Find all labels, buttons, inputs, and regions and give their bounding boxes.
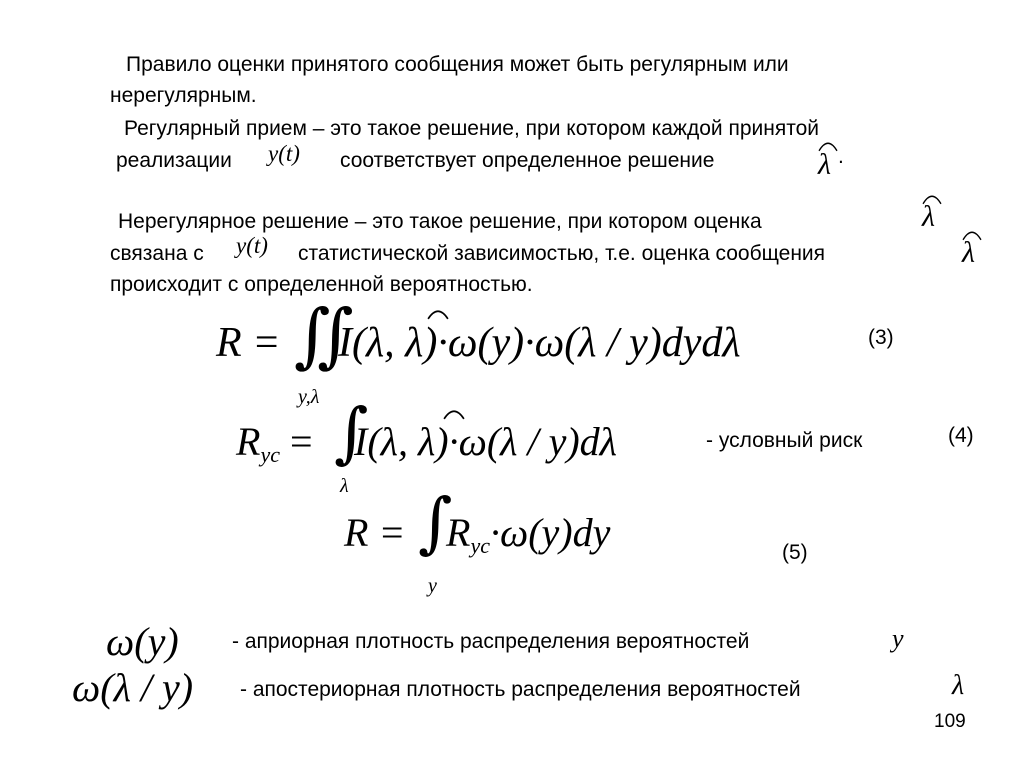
definition-2-symbol: ω(λ / y) bbox=[72, 665, 194, 710]
eq5-r-subscript: ус bbox=[470, 533, 490, 559]
paragraph-2-period: . bbox=[838, 145, 844, 168]
paragraph-1-line-2: нерегулярным. bbox=[110, 84, 257, 107]
eq4-integrand-text: I(λ, λ)·ω(λ / y)dλ bbox=[354, 419, 618, 464]
definition-1-variable: y bbox=[892, 624, 904, 653]
definition-2-variable: λ bbox=[952, 670, 965, 701]
eq3-integral-limits: y,λ bbox=[298, 386, 320, 408]
eq3-lhs: R = bbox=[216, 320, 281, 366]
symbol-lambda-hat bbox=[818, 148, 838, 182]
eq4-lhs-subscript: ус bbox=[260, 442, 280, 468]
eq5-integral-limits: y bbox=[428, 575, 437, 597]
eq4-integral-limits: λ bbox=[340, 475, 349, 497]
eq4-lhs-r: R bbox=[236, 419, 261, 464]
eq4-equals: = bbox=[289, 419, 313, 464]
eq3-integrand-text: I(λ, λ)·ω(y)·ω(λ / y)dydλ bbox=[338, 320, 741, 366]
paragraph-2-line-2b: соответствует определенное решение bbox=[340, 149, 715, 172]
definition-1-text: - априорная плотность распределения вероятностей bbox=[232, 630, 750, 653]
eq3-double-integral-sign: ∬ bbox=[294, 294, 354, 376]
page-number: 109 bbox=[934, 711, 966, 732]
paragraph-3-line-3: происходит с определенной вероятностью. bbox=[110, 273, 533, 296]
paragraph-3-line-2b: статистической зависимостью, т.е. оценка сообщения bbox=[298, 242, 826, 265]
eq4-lhs bbox=[236, 418, 313, 468]
eq4-integrand bbox=[354, 418, 617, 465]
symbol-lambda-hat bbox=[962, 236, 982, 270]
eq5-rest: ·ω(y)dy bbox=[489, 510, 611, 555]
eq3-integrand bbox=[338, 319, 741, 367]
paragraph-2-line-2a: реализации bbox=[116, 149, 232, 172]
symbol-y-of-t: y(t) bbox=[268, 141, 300, 166]
eq4-lambda-hat-mark bbox=[443, 406, 465, 420]
eq5-integral-sign: ∫ bbox=[418, 484, 453, 561]
eq4-note: - условный риск bbox=[706, 429, 863, 452]
eq5-r: R bbox=[446, 510, 471, 555]
paragraph-3-line-1: Нерегулярное решение – это такое решение, при котором оценка bbox=[118, 210, 762, 233]
eq4-integral-sign: ∫ bbox=[334, 394, 369, 471]
paragraph-3-line-2a: связана с bbox=[110, 242, 204, 265]
eq5-number: (5) bbox=[782, 541, 808, 564]
lambda-glyph: λ bbox=[962, 236, 975, 269]
eq3-number: (3) bbox=[868, 326, 894, 349]
eq3-lambda-hat-mark bbox=[427, 306, 449, 320]
definition-2-text: - апостериорная плотность распределения вероятностей bbox=[240, 678, 801, 701]
symbol-y-of-t: y(t) bbox=[236, 233, 268, 258]
eq4-number: (4) bbox=[948, 424, 974, 447]
definition-1-symbol: ω(y) bbox=[106, 619, 179, 664]
paragraph-2-line-1: Регулярный прием – это такое решение, при котором каждой принятой bbox=[124, 117, 820, 140]
lambda-glyph: λ bbox=[818, 148, 831, 181]
eq5-rhs bbox=[446, 509, 611, 559]
lambda-glyph: λ bbox=[922, 200, 935, 233]
eq5-lhs: R = bbox=[344, 510, 406, 555]
paragraph-1-line-1: Правило оценки принятого сообщения может быть регулярным или bbox=[126, 53, 789, 76]
symbol-lambda-hat bbox=[922, 200, 942, 234]
